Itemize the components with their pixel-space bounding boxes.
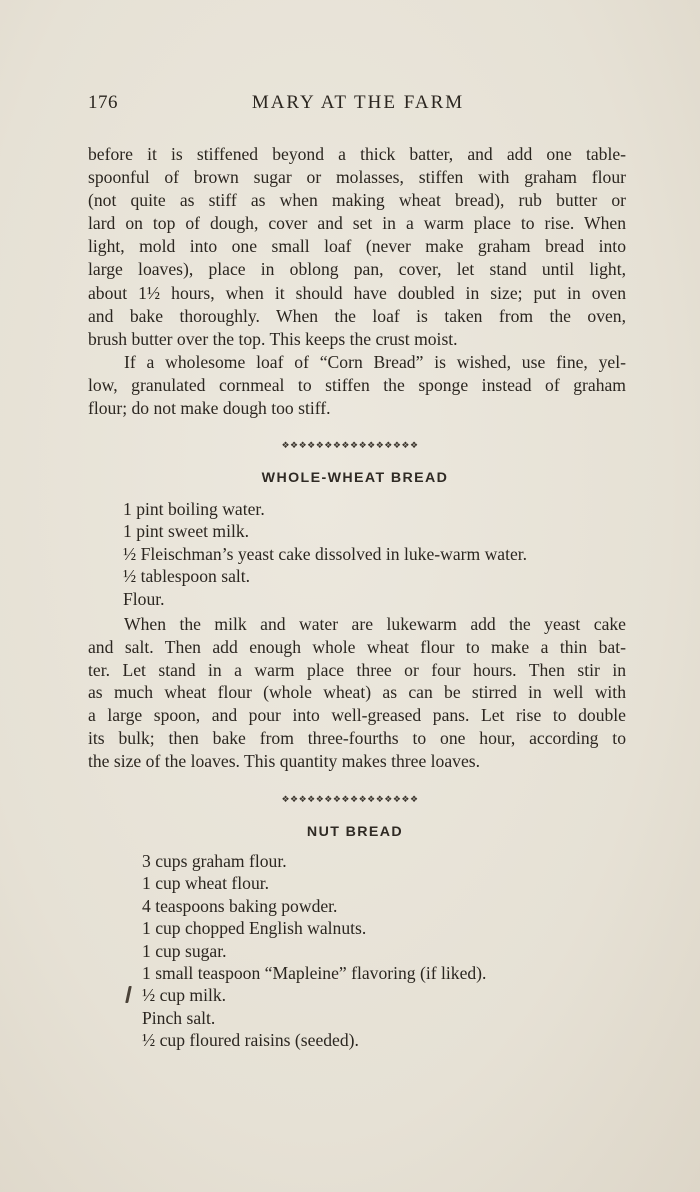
ingredient-item: 1 pint boiling water. [123,499,265,519]
whole-wheat-bread-heading: WHOLE-WHEAT BREAD [261,470,449,486]
margin-pencil-mark [125,986,132,1003]
whole-wheat-method [88,613,626,773]
ingredient-item: ½ tablespoon salt. [123,566,251,587]
text-line: When the milk and water are lukewarm add the yeast cake [124,614,626,634]
text-line: low, granulated cornmeal to stiffen the sponge instead of graham [88,375,626,396]
text-line: brush butter over the top. This keeps the crust moist. [88,328,458,349]
text-line: (not quite as stiff as when making wheat bread), rub butter or [88,190,626,211]
text-line: If a wholesome loaf of “Corn Bread” is wished, use fine, yel- [124,352,626,372]
text-line: a large spoon, and pour into well-greased pans. Let rise to double [88,705,626,726]
text-line: its bulk; then bake from three-fourths to one hour, according to [88,727,626,748]
page-number: 176 [88,92,118,113]
section-ornament: ❖❖❖❖❖❖❖❖❖❖❖❖❖❖❖❖ [281,441,419,451]
page-header [88,92,628,122]
text-line: and bake thoroughly. When the loaf is taken from the oven, [88,305,626,326]
whole-wheat-ingredients [123,498,527,610]
ingredient-item: 3 cups graham flour. [142,851,287,871]
ingredient-item: 1 cup sugar. [142,940,227,961]
graham-bread-continuation [88,143,626,351]
ingredient-item: ½ cup milk. [142,985,227,1006]
text-line: large loaves), place in oblong pan, cover, let stand until light, [88,259,626,280]
ingredient-item: 1 cup wheat flour. [142,873,270,894]
text-line: ter. Let stand in a warm place three or four hours. Then stir in [88,659,626,680]
ingredient-item: 1 small teaspoon “Mapleine” flavoring (if liked). [142,962,487,983]
text-line: the size of the loaves. This quantity makes three loaves. [88,750,481,771]
text-line: light, mold into one small loaf (never make graham bread into [88,236,626,257]
ingredient-item: ½ Fleischman’s yeast cake dissolved in luke-warm water. [123,543,528,564]
section-ornament: ❖❖❖❖❖❖❖❖❖❖❖❖❖❖❖❖ [281,795,419,805]
text-line: spoonful of brown sugar or molasses, stiffen with graham flour [88,167,626,188]
ingredient-item: ½ cup floured raisins (seeded). [142,1030,359,1051]
ingredient-item: 1 cup chopped English walnuts. [142,918,367,939]
text-line: flour; do not make dough too stiff. [88,398,331,419]
corn-bread-paragraph [88,351,626,420]
text-line: about 1½ hours, when it should have doubled in size; put in oven [88,282,626,303]
text-line: before it is stiffened beyond a thick batter, and add one table- [88,144,626,164]
nut-bread-ingredients [142,850,486,1052]
text-line: and salt. Then add enough whole wheat flour to make a thin bat- [88,636,626,657]
text-line: lard on top of dough, cover and set in a warm place to rise. When [88,213,626,234]
running-title: MARY AT THE FARM [251,92,465,113]
ingredient-item: Flour. [123,588,165,609]
text-line: as much wheat flour (whole wheat) as can be stirred in well with [88,682,626,703]
nut-bread-heading: NUT BREAD [306,824,404,840]
ingredient-item: 1 pint sweet milk. [123,521,250,542]
ingredient-item: 4 teaspoons baking powder. [142,895,338,916]
ingredient-item: Pinch salt. [142,1007,216,1028]
